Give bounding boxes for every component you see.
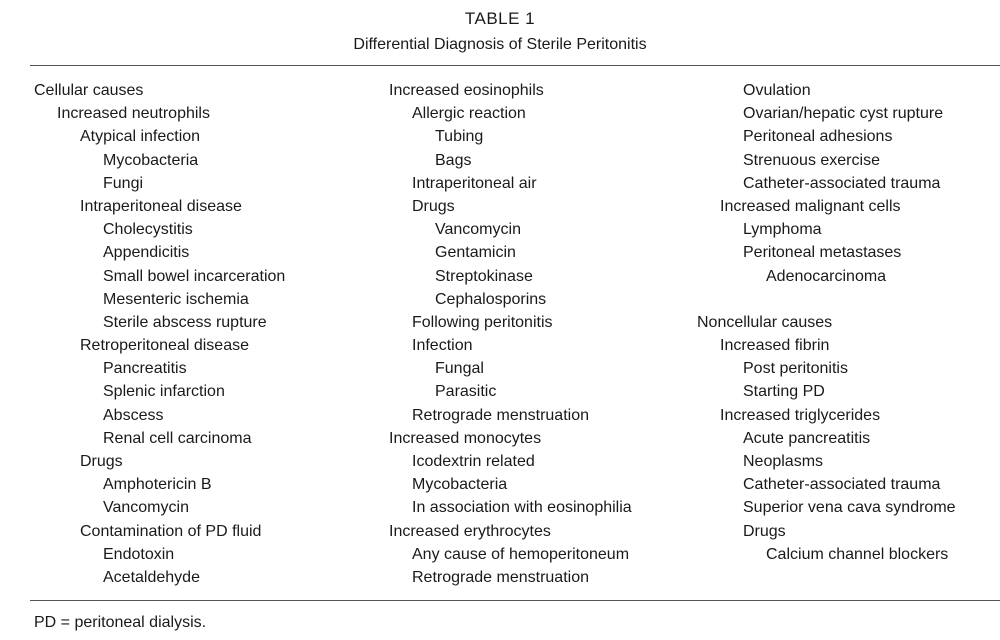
table-row: Mycobacteria (412, 476, 508, 494)
table-row: Following peritonitis (412, 313, 553, 331)
table-row: Increased malignant cells (720, 197, 901, 215)
table-row: Atypical infection (80, 128, 201, 146)
column-1 (34, 79, 285, 589)
table-row: Acetaldehyde (103, 568, 200, 586)
table-row: Neoplasms (743, 453, 824, 470)
table-row: Drugs (80, 453, 123, 470)
table-row: Drugs (412, 197, 455, 215)
table-row: Icodextrin related (412, 453, 535, 470)
table-row: Increased eosinophils (389, 82, 544, 99)
table-row: Adenocarcinoma (766, 267, 887, 285)
table-row: Abscess (103, 406, 164, 424)
table-row: Vancomycin (103, 499, 189, 517)
table-row: Peritoneal metastases (743, 244, 902, 262)
table-row: Increased neutrophils (57, 105, 210, 123)
table-row: Acute pancreatitis (743, 429, 871, 447)
bottom-rule (30, 600, 1000, 601)
table-row: Gentamicin (435, 244, 516, 262)
column-2 (389, 79, 632, 589)
table-row: Infection (412, 337, 473, 355)
table-row: Ovarian/hepatic cyst rupture (743, 105, 944, 123)
table-row: Retrograde menstruation (412, 406, 589, 424)
table-row: Cellular causes (34, 82, 144, 99)
table-row: Splenic infarction (103, 383, 225, 401)
table-row: Small bowel incarceration (103, 267, 286, 285)
table-row: Mycobacteria (103, 151, 199, 169)
table-row: Pancreatitis (103, 360, 187, 378)
table-row: Any cause of hemoperitoneum (412, 545, 630, 563)
table-row: Drugs (743, 522, 786, 540)
table-row: Contamination of PD fluid (80, 522, 262, 540)
table-row: Mesenteric ischemia (103, 290, 249, 308)
table-row: Calcium channel blockers (766, 545, 949, 563)
table-row: Post peritonitis (743, 360, 848, 378)
column-3 (697, 79, 956, 566)
table-row: Increased monocytes (389, 429, 542, 447)
table-row: Ovulation (743, 82, 811, 99)
table-row: Fungal (435, 360, 484, 378)
table-row: Retrograde menstruation (412, 568, 589, 586)
table-row: Peritoneal adhesions (743, 128, 893, 146)
table-row: Intraperitoneal air (412, 174, 537, 192)
table-row: Increased triglycerides (720, 406, 881, 424)
table-row: Starting PD (743, 383, 825, 401)
table-row: Fungi (103, 174, 144, 192)
table-row: In association with eosinophilia (412, 499, 632, 517)
table-subtitle: Differential Diagnosis of Sterile Peritonitis (353, 36, 647, 53)
table-row: Catheter-associated trauma (743, 174, 941, 192)
table-row: Allergic reaction (412, 105, 526, 123)
table-title: TABLE 1 (464, 9, 536, 28)
row-spacer (697, 288, 956, 311)
table-row: Increased erythrocytes (389, 522, 551, 540)
table-row: Noncellular causes (697, 313, 833, 331)
table-row: Sterile abscess rupture (103, 313, 267, 331)
table-row: Parasitic (435, 383, 497, 401)
table-row: Strenuous exercise (743, 151, 880, 169)
table-row: Amphotericin B (103, 476, 212, 494)
table-row: Catheter-associated trauma (743, 476, 941, 494)
footnote: PD = peritoneal dialysis. (34, 614, 207, 631)
table-row: Vancomycin (435, 221, 521, 239)
table-row: Intraperitoneal disease (80, 197, 242, 215)
table-row: Lymphoma (743, 221, 822, 239)
table-row: Cholecystitis (103, 221, 193, 239)
top-rule (30, 65, 1000, 66)
table-row: Superior vena cava syndrome (743, 499, 956, 517)
table-row: Cephalosporins (435, 290, 547, 308)
table-row: Appendicitis (103, 244, 190, 262)
table-row: Renal cell carcinoma (103, 429, 252, 447)
table-row: Increased fibrin (720, 337, 830, 355)
table-row: Streptokinase (435, 267, 533, 285)
table-row: Bags (435, 151, 472, 169)
table-row: Endotoxin (103, 545, 175, 563)
table-row: Retroperitoneal disease (80, 337, 249, 355)
table-row: Tubing (435, 128, 484, 146)
